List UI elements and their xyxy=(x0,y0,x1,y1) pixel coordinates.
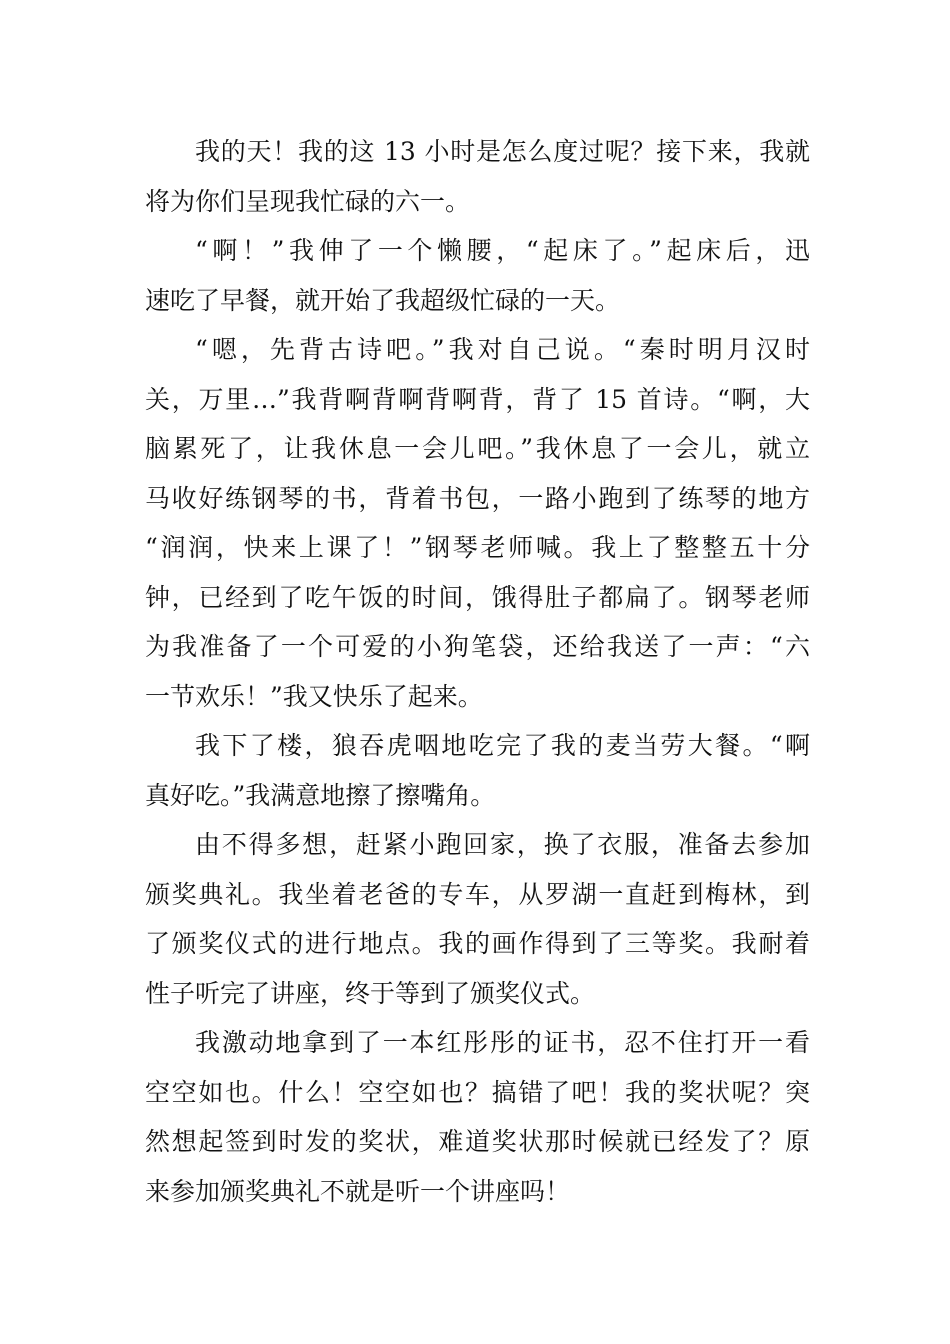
text-line: 为我准备了一个可爱的小狗笔袋，还给我送了一声：“六 xyxy=(145,632,810,661)
text-line: 我的天！我的这 13 小时是怎么度过呢？接下来，我就 xyxy=(195,137,810,166)
text-line: 性子听完了讲座，终于等到了颁奖仪式。 xyxy=(145,978,596,1008)
text-line: 空空如也。什么！空空如也？搞错了吧！我的奖状呢？突 xyxy=(145,1077,810,1107)
paragraph-6 xyxy=(145,1018,810,1216)
text-line: 我激动地拿到了一本红彤彤的证书，忍不住打开一看 xyxy=(195,1028,810,1057)
text-line: 速吃了早餐，就开始了我超级忙碌的一天。 xyxy=(145,285,621,315)
paragraph-2 xyxy=(145,226,810,325)
text-line: 来参加颁奖典礼不就是听一个讲座吗！ xyxy=(145,1176,571,1206)
paragraph-5 xyxy=(145,820,810,1018)
text-line: 颁奖典礼。我坐着老爸的专车，从罗湖一直赶到梅林，到 xyxy=(145,879,810,909)
text-line: 将为你们呈现我忙碌的六一。 xyxy=(145,186,471,216)
text-line: 马收好练钢琴的书，背着书包，一路小跑到了练琴的地方 xyxy=(145,483,810,513)
text-line: 钟，已经到了吃午饭的时间，饿得肚子都扁了。钢琴老师 xyxy=(145,582,810,612)
text-line: 真好吃。”我满意地擦了擦嘴角。 xyxy=(145,780,496,810)
text-line: 一节欢乐！”我又快乐了起来。 xyxy=(145,681,483,711)
text-line: “啊！”我伸了一个懒腰，“起床了。”起床后，迅 xyxy=(195,236,810,265)
text-line: “嗯，先背古诗吧。”我对自己说。“秦时明月汉时 xyxy=(195,335,810,364)
text-line: 由不得多想，赶紧小跑回家，换了衣服，准备去参加 xyxy=(195,830,810,859)
paragraph-1 xyxy=(145,127,810,226)
text-line: 关，万里…”我背啊背啊背啊背，背了 15 首诗。“啊，大 xyxy=(145,384,810,414)
paragraph-4 xyxy=(145,721,810,820)
document-body xyxy=(145,127,810,1216)
text-line: 我下了楼，狼吞虎咽地吃完了我的麦当劳大餐。“啊 xyxy=(195,731,810,760)
text-line: 了颁奖仪式的进行地点。我的画作得到了三等奖。我耐着 xyxy=(145,929,810,958)
text-line: “润润，快来上课了！”钢琴老师喊。我上了整整五十分 xyxy=(145,533,810,562)
paragraph-3 xyxy=(145,325,810,721)
text-line: 脑累死了，让我休息一会儿吧。”我休息了一会儿，就立 xyxy=(145,434,810,463)
text-line: 然想起签到时发的奖状，难道奖状那时候就已经发了？原 xyxy=(145,1127,810,1156)
